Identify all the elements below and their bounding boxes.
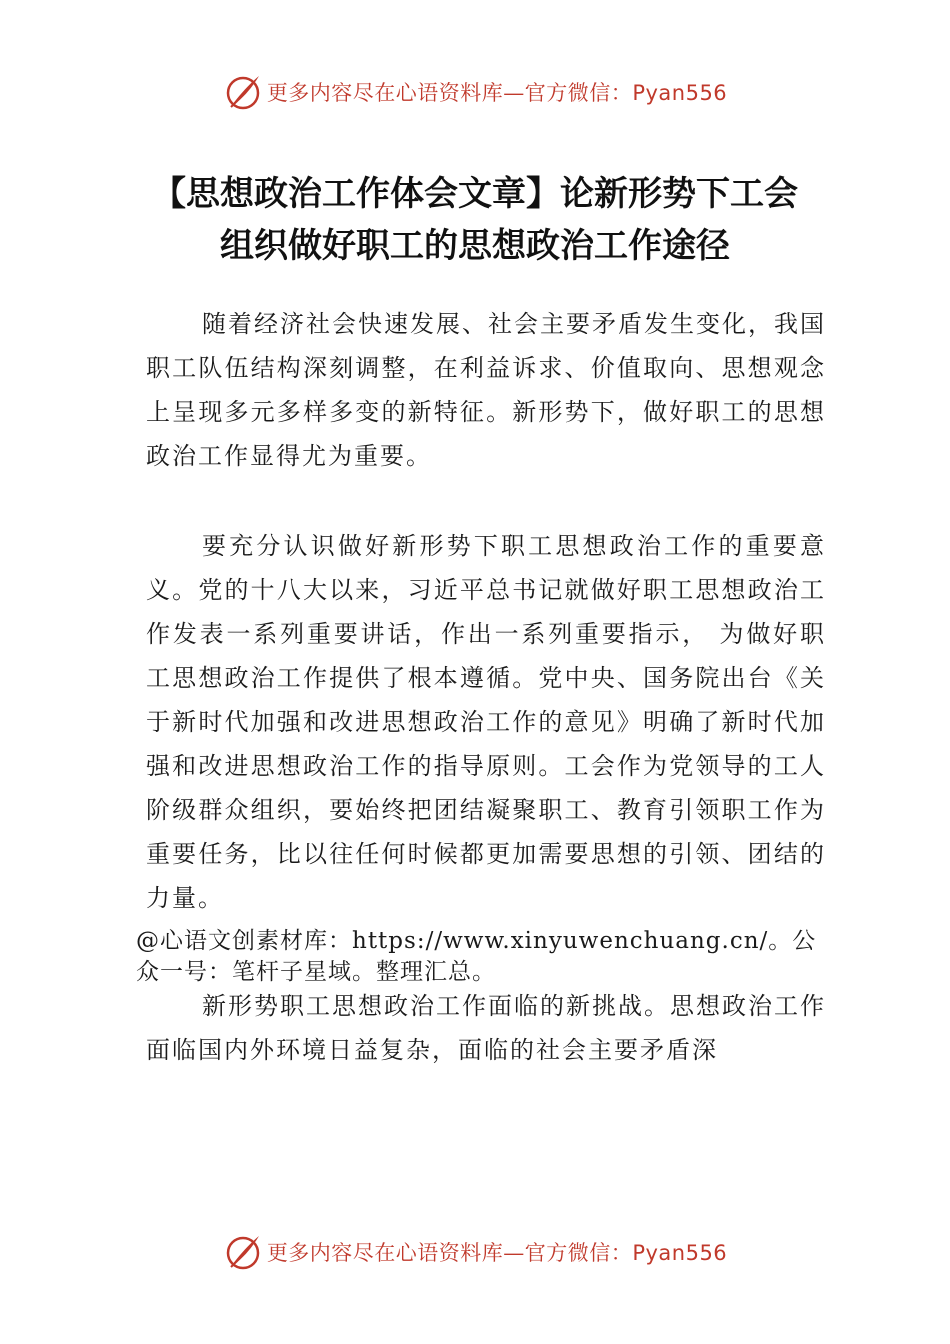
quill-logo-icon	[223, 1232, 263, 1272]
paragraph-2: 要充分认识做好新形势下职工思想政治工作的重要意义。党的十八大以来，习近平总书记就做好职工思想政治工作发表一系列重要讲话，作出一系列重要指示， 为做好职工思想政治工作提供了根本遵循。党中央、国务院出台《关于新时代加强和改进思想政治工作的意见》明确了新时代加强和改进思想政治工作的指导原则。工会作为党领导的工人阶级群众组织，要始终把团结凝聚职工、教育引领职工作为重要任务，比以往任何时候都更加需要思想的引领、团结的力量。	[146, 532, 826, 912]
footer-wechat-id: Pyan556	[632, 1241, 728, 1265]
title-line-2: 组织做好职工的思想政治工作途径	[220, 226, 730, 266]
document-title	[80, 168, 870, 272]
title-line-1: 【思想政治工作体会文章】论新形势下工会	[152, 174, 798, 214]
paragraph-3: 新形势职工思想政治工作面临的新挑战。思想政治工作面临国内外环境日益复杂，面临的社会主要矛盾深	[146, 992, 826, 1064]
footer-watermark-banner	[0, 1230, 950, 1274]
paragraph-1: 随着经济社会快速发展、社会主要矛盾发生变化，我国职工队伍结构深刻调整，在利益诉求、价值取向、思想观念上呈现多元多样多变的新特征。新形势下，做好职工的思想政治工作显得尤为重要。	[146, 310, 826, 470]
header-watermark-banner	[0, 70, 950, 114]
header-banner-text: 更多内容尽在心语资料库—官方微信：Pyan556	[266, 81, 728, 105]
source-note: @心语文创素材库：https://www.xinyuwenchuang.cn/。公众一号：笔杆子星域。整理汇总。	[136, 928, 817, 985]
header-wechat-id: Pyan556	[632, 81, 728, 105]
quill-logo-icon	[223, 72, 263, 112]
footer-banner-text: 更多内容尽在心语资料库—官方微信：Pyan556	[266, 1241, 728, 1265]
